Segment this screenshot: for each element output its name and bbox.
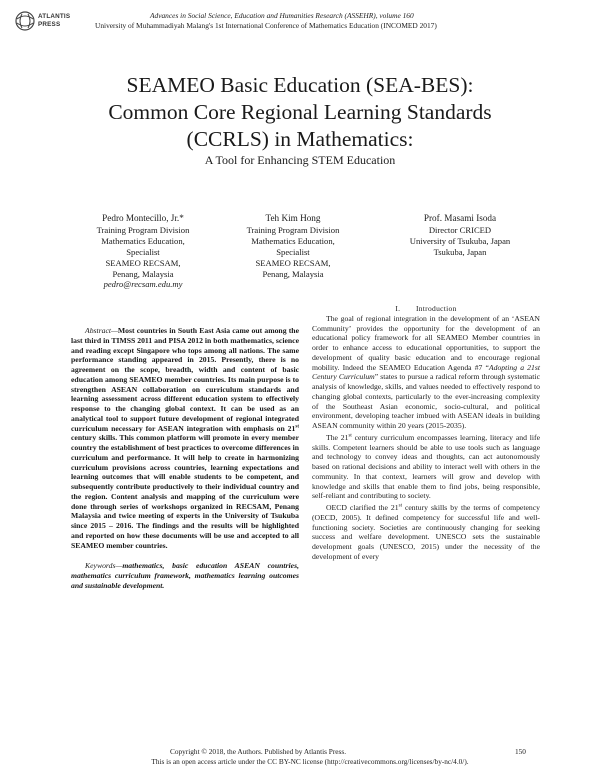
atlantis-globe-icon xyxy=(14,10,36,32)
introduction-column xyxy=(312,304,540,562)
intro-paragraph-3 xyxy=(312,503,540,562)
p3-text-a: OECD clarified the 21 xyxy=(326,503,399,512)
p1-text-b: ” states to pursue a radical reform through systematic analysis of knowledge, skills, and values needed to effectively respond to changing global contexts, particularly to the ever-increasing complexity of the Southeast Asian economic, socio-cultural, and political environment, developing teacher imbued with ASEAN ideals in building ASEAN community within 20 years (2015-2035). xyxy=(312,372,540,430)
intro-paragraph-1 xyxy=(312,314,540,431)
title-line-2: Common Core Regional Learning Standards xyxy=(108,100,492,124)
abstract-label: Abstract— xyxy=(85,326,118,335)
author-block-1 xyxy=(68,213,218,290)
author-affiliation-line: Penang, Malaysia xyxy=(112,268,174,279)
footer-copyright: Copyright © 2018, the Authors. Published by Atlantis Press. xyxy=(170,747,347,756)
author-affiliation-line: University of Tsukuba, Japan xyxy=(409,235,511,246)
p2-text-b: century curriculum encompasses learning, literacy and life skills. Competent learners should be able to use tools such as language and technology to convey ideas and thoughts, can act autonomously based on rational decisions and ability to interact well with others in the community. In that context, learners will grow and develop with knowledge and skills that enable them to find jobs, being responsible, self-reliant and contributing to society. xyxy=(312,432,540,501)
author-affiliation-line: SEAMEO RECSAM, xyxy=(105,257,181,268)
p2-sup: st xyxy=(348,433,352,439)
author-name: Pedro Montecillo, Jr.* xyxy=(102,213,184,223)
abstract-text-2: century skills. This common platform will promote in every member country the establishment of best practices to overcome differences in curriculum and performance. It will help to create in harmonizing curriculum provisions across countries, learning expectations and learning outcomes that will enable students to be competent, and subsequently contribute productively to their individual country and the region. Content analysis and mapping of the curriculum were done through series of workshops organized in RECSAM, Penang Malaysia and twice meeting of experts in the University of Tsukuba since 2015 – 2016. The findings and the results will be highlighted and reported on how these documents will be use and accepted to all SEAMEO member countries. xyxy=(71,433,299,550)
author-name: Teh Kim Hong xyxy=(265,213,321,223)
author-affiliation-line: Mathematics Education, xyxy=(101,235,185,246)
author-affiliation-line: Mathematics Education, xyxy=(251,235,335,246)
journal-header: Advances in Social Science, Education and Humanities Research (ASSEHR), volume 160 xyxy=(150,11,414,20)
keywords-text: mathematics, basic education ASEAN countries, mathematics curriculum framework, mathematics learning outcomes and sustainable development. xyxy=(71,561,299,590)
author-email[interactable]: pedro@recsam.edu.my xyxy=(103,279,183,290)
abstract-text: Most countries in South East Asia came out among the last third in TIMSS 2011 and PISA 2012 in both mathematics, science and reading except Singapore who tops among all nations. The same performance standing appeared in 2015. Presently, there is no agreement on the scope, breadth, width and content of basic education among SEAMEO member countries. Its main purpose is to strengthen ASEAN collaboration on curriculum standards and learning assessment across different education system to effectively response to the changing global context. It can be used as an analytical tool to support future development of regional integrated curriculum necessary for ASEAN integration with emphasis on 21 xyxy=(71,326,299,433)
p3-text-b: century skills by the terms of competency (OECD, 2005). It defined competency for successful life and well-functioning society. Societies are continuously changing for seeking success and welfare development. UNESCO sets the sustainable development goals (UNESCO, 2015) under the necessity of the development of every xyxy=(312,503,540,561)
paper-title xyxy=(60,72,540,153)
author-affiliation-line: Penang, Malaysia xyxy=(262,268,324,279)
p1-text-a: The goal of regional integration in the development of an ‘ASEAN Community’ provides the opportunity for the development of an educational policy framework for all SEAMEO Member countries in order to enhance access to educational opportunities, to support the development of quality basic education and to encourage regional mobility. Indeed the SEAMEO Education Agenda #7 “ xyxy=(312,313,540,372)
logo-line-1: ATLANTIS xyxy=(38,13,71,20)
abstract xyxy=(71,326,299,550)
p3-sup: st xyxy=(398,503,402,509)
p2-text-a: The 21 xyxy=(326,432,349,442)
author-affiliation-line: Specialist xyxy=(276,246,310,257)
page-number: 150 xyxy=(515,747,526,756)
title-line-1: SEAMEO Basic Education (SEA-BES): xyxy=(126,73,474,97)
author-block-2 xyxy=(218,213,368,279)
author-affiliation-line: Specialist xyxy=(126,246,160,257)
author-affiliation-line: Training Program Division xyxy=(96,224,190,235)
author-affiliation-line: Director CRICED xyxy=(428,224,492,235)
author-affiliation-line: Training Program Division xyxy=(246,224,340,235)
author-affiliation-line: SEAMEO RECSAM, xyxy=(255,257,331,268)
footer-license: This is an open access article under the CC BY-NC license (http://creativecommons.org/licenses/by-nc/4.0/). xyxy=(151,757,469,766)
author-block-3 xyxy=(395,213,525,258)
keywords-label: Keywords— xyxy=(85,561,123,571)
keywords xyxy=(71,561,299,590)
logo-line-2: PRESS xyxy=(38,21,61,28)
intro-paragraph-2 xyxy=(312,433,540,501)
publisher-logo xyxy=(14,8,84,44)
abstract-sup: st xyxy=(295,423,299,429)
conference-header: University of Muhammadiyah Malang's 1st International Conference of Mathematics Education (INCOMED 2017) xyxy=(95,21,437,30)
abstract-column xyxy=(71,326,299,591)
title-line-3: (CCRLS) in Mathematics: xyxy=(186,127,414,151)
author-name: Prof. Masami Isoda xyxy=(423,213,497,223)
author-affiliation-line: Tsukuba, Japan xyxy=(433,246,487,257)
p1-italic: Adopting a 21st Century Curriculum xyxy=(312,362,540,382)
section-heading: I. Introduction xyxy=(395,304,457,313)
paper-subtitle: A Tool for Enhancing STEM Education xyxy=(204,153,396,167)
